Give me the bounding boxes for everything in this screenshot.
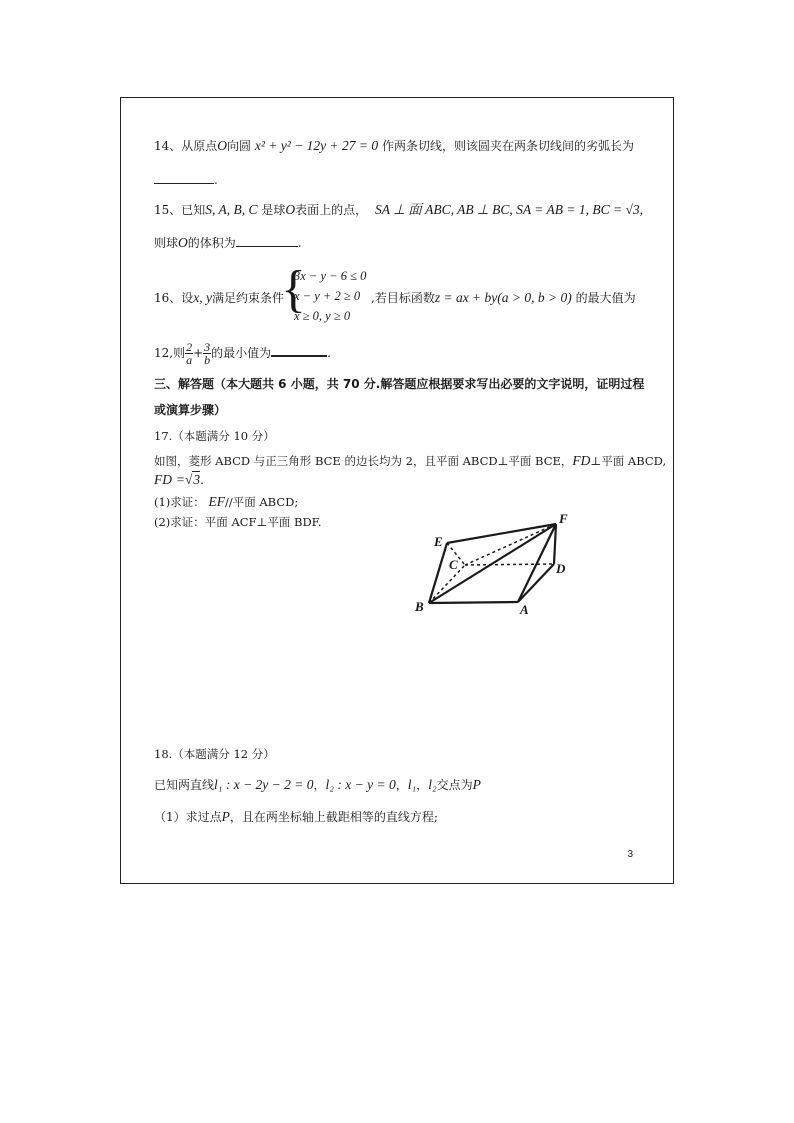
q18-line-l1: l₁ : x − 2y − 2 = 0	[214, 777, 314, 792]
q14-mid: 向圆	[227, 139, 252, 153]
q18-point-p: P	[472, 777, 481, 792]
section-3-heading-cont: 或演算步骤）	[154, 403, 227, 417]
q15-line-2	[154, 235, 302, 251]
q16-line2-end: .	[327, 346, 331, 360]
q16-constraint-3: x ≥ 0, y ≥ 0	[294, 309, 351, 323]
edge-AD	[518, 564, 554, 602]
q16-line2-post: 的最小值为	[211, 346, 272, 360]
q17-header: 17.（本题满分 10 分）	[154, 429, 275, 443]
dashed-edge-CD	[465, 564, 554, 565]
q17-fd-value: FD =√3.	[154, 472, 204, 487]
question-14	[154, 138, 634, 154]
question-16	[154, 290, 284, 306]
q16-constraint-1: 3x − y − 6 ≤ 0	[294, 269, 367, 283]
label-E: E	[434, 534, 443, 549]
label-C: C	[449, 557, 458, 572]
q17-part-2: (2)求证：平面 ACF⊥平面 BDF.	[154, 515, 322, 529]
label-B: B	[415, 599, 424, 614]
q18-sep-2: ，	[395, 778, 408, 792]
q16-after: ,若目标函数	[371, 291, 435, 305]
q15-answer-blank[interactable]	[236, 235, 298, 247]
q17-fd-lhs: FD	[154, 472, 172, 487]
q17-stem-text: 如图，菱形 ABCD 与正三角形 BCE 的边长均为 2，且平面 ABCD⊥平面 BCE，	[154, 454, 573, 468]
edge-BA	[429, 602, 518, 603]
q17-part-1	[154, 494, 298, 510]
q15-points: S, A, B, C	[205, 202, 258, 217]
q15-line2-pre: 则球	[154, 236, 179, 250]
q16-mid: 满足约束条件	[212, 291, 285, 305]
q16-answer-blank[interactable]	[271, 344, 327, 357]
q16-number: 16、设	[154, 291, 194, 305]
q15-number: 15、已知	[154, 203, 206, 217]
q15-line2-end: .	[297, 236, 302, 250]
q16-objective	[371, 290, 636, 306]
q18-line-l2: l₂ : x − y = 0	[325, 777, 396, 792]
q16-line-2	[154, 338, 331, 368]
q17-p1-ef: EF	[208, 494, 225, 509]
dashed-edge-CF	[465, 524, 556, 565]
q16-constraint-2: x − y + 2 ≥ 0	[294, 289, 361, 303]
q16-constraint-brace: {	[281, 261, 306, 318]
q16-line2-pre: 12,则	[154, 346, 186, 360]
section-3-heading: 三、解答题（本大题共 6 小题，共 70 分.解答题应根据要求写出必要的文字说明，证明过程	[154, 377, 645, 391]
q17-fd-eq: =	[175, 472, 185, 487]
q17-fd-root: 3	[193, 472, 201, 487]
label-D: D	[556, 561, 566, 576]
q18-l2-ref: l₂	[428, 777, 437, 792]
q16-vars: x, y	[193, 290, 213, 305]
q15-sphere-o: O	[285, 202, 296, 217]
q17-stem	[154, 453, 666, 469]
q17-p1-pre: (1)求证：	[154, 495, 205, 509]
q15-mid2: 表面上的点，	[295, 203, 368, 217]
q18-header: 18.（本题满分 12 分）	[154, 747, 275, 761]
q18-part-1	[154, 809, 438, 825]
q18-l1-ref: l₁	[407, 777, 417, 792]
q15-line2-post: 的体积为	[187, 236, 236, 250]
q17-fd-end: .	[200, 473, 204, 487]
q14-origin: O	[217, 138, 228, 153]
q17-p1-post: //平面 ABCD;	[224, 495, 299, 509]
q18-sep-3: ，	[416, 778, 429, 792]
q18-sep-1: ，	[313, 778, 326, 792]
q14-circle-equation: x² + y² − 12y + 27 = 0	[254, 138, 379, 153]
q14-answer-blank[interactable]	[154, 172, 214, 184]
q14-number: 14、从原点	[154, 139, 218, 153]
label-A: A	[520, 602, 529, 617]
q18-p1-post: ，且在两坐标轴上截距相等的直线方程;	[229, 810, 438, 824]
q18-p1-point: P	[221, 809, 230, 824]
page-number: 3	[627, 849, 633, 860]
q15-mid: 是球	[261, 203, 286, 217]
q16-fraction-3-over-b: $\frac{3}{b}$	[204, 340, 211, 367]
q18-p1-pre: （1）求过点	[154, 810, 222, 824]
q16-tail: 的最大值为	[575, 291, 636, 305]
q15-line2-o: O	[178, 235, 188, 250]
question-15	[154, 202, 643, 218]
q16-fraction-2-over-a: $\frac{2}{a}$	[186, 340, 193, 367]
q16-objective-function: z = ax + by(a > 0, b > 0)	[434, 290, 572, 305]
q16-plus: +	[193, 346, 204, 360]
q14-tail: 作两条切线，则该圆夹在两条切线间的劣弧长为	[381, 139, 634, 153]
q17-fd-tail: ⊥平面 ABCD,	[590, 454, 667, 468]
q17-geometry-figure	[409, 508, 581, 618]
label-F: F	[559, 511, 568, 526]
q15-conditions: SA ⊥ 面 ABC, AB ⊥ BC, SA = AB = 1, BC = √3,	[374, 202, 643, 217]
q18-stem-pre: 已知两直线	[154, 778, 215, 792]
exam-page	[120, 97, 674, 884]
q14-answer-line	[154, 172, 218, 188]
q18-stem-post: 交点为	[436, 778, 473, 792]
q18-stem	[154, 777, 481, 793]
q17-fd: FD	[572, 453, 591, 468]
q14-period: .	[214, 173, 218, 187]
